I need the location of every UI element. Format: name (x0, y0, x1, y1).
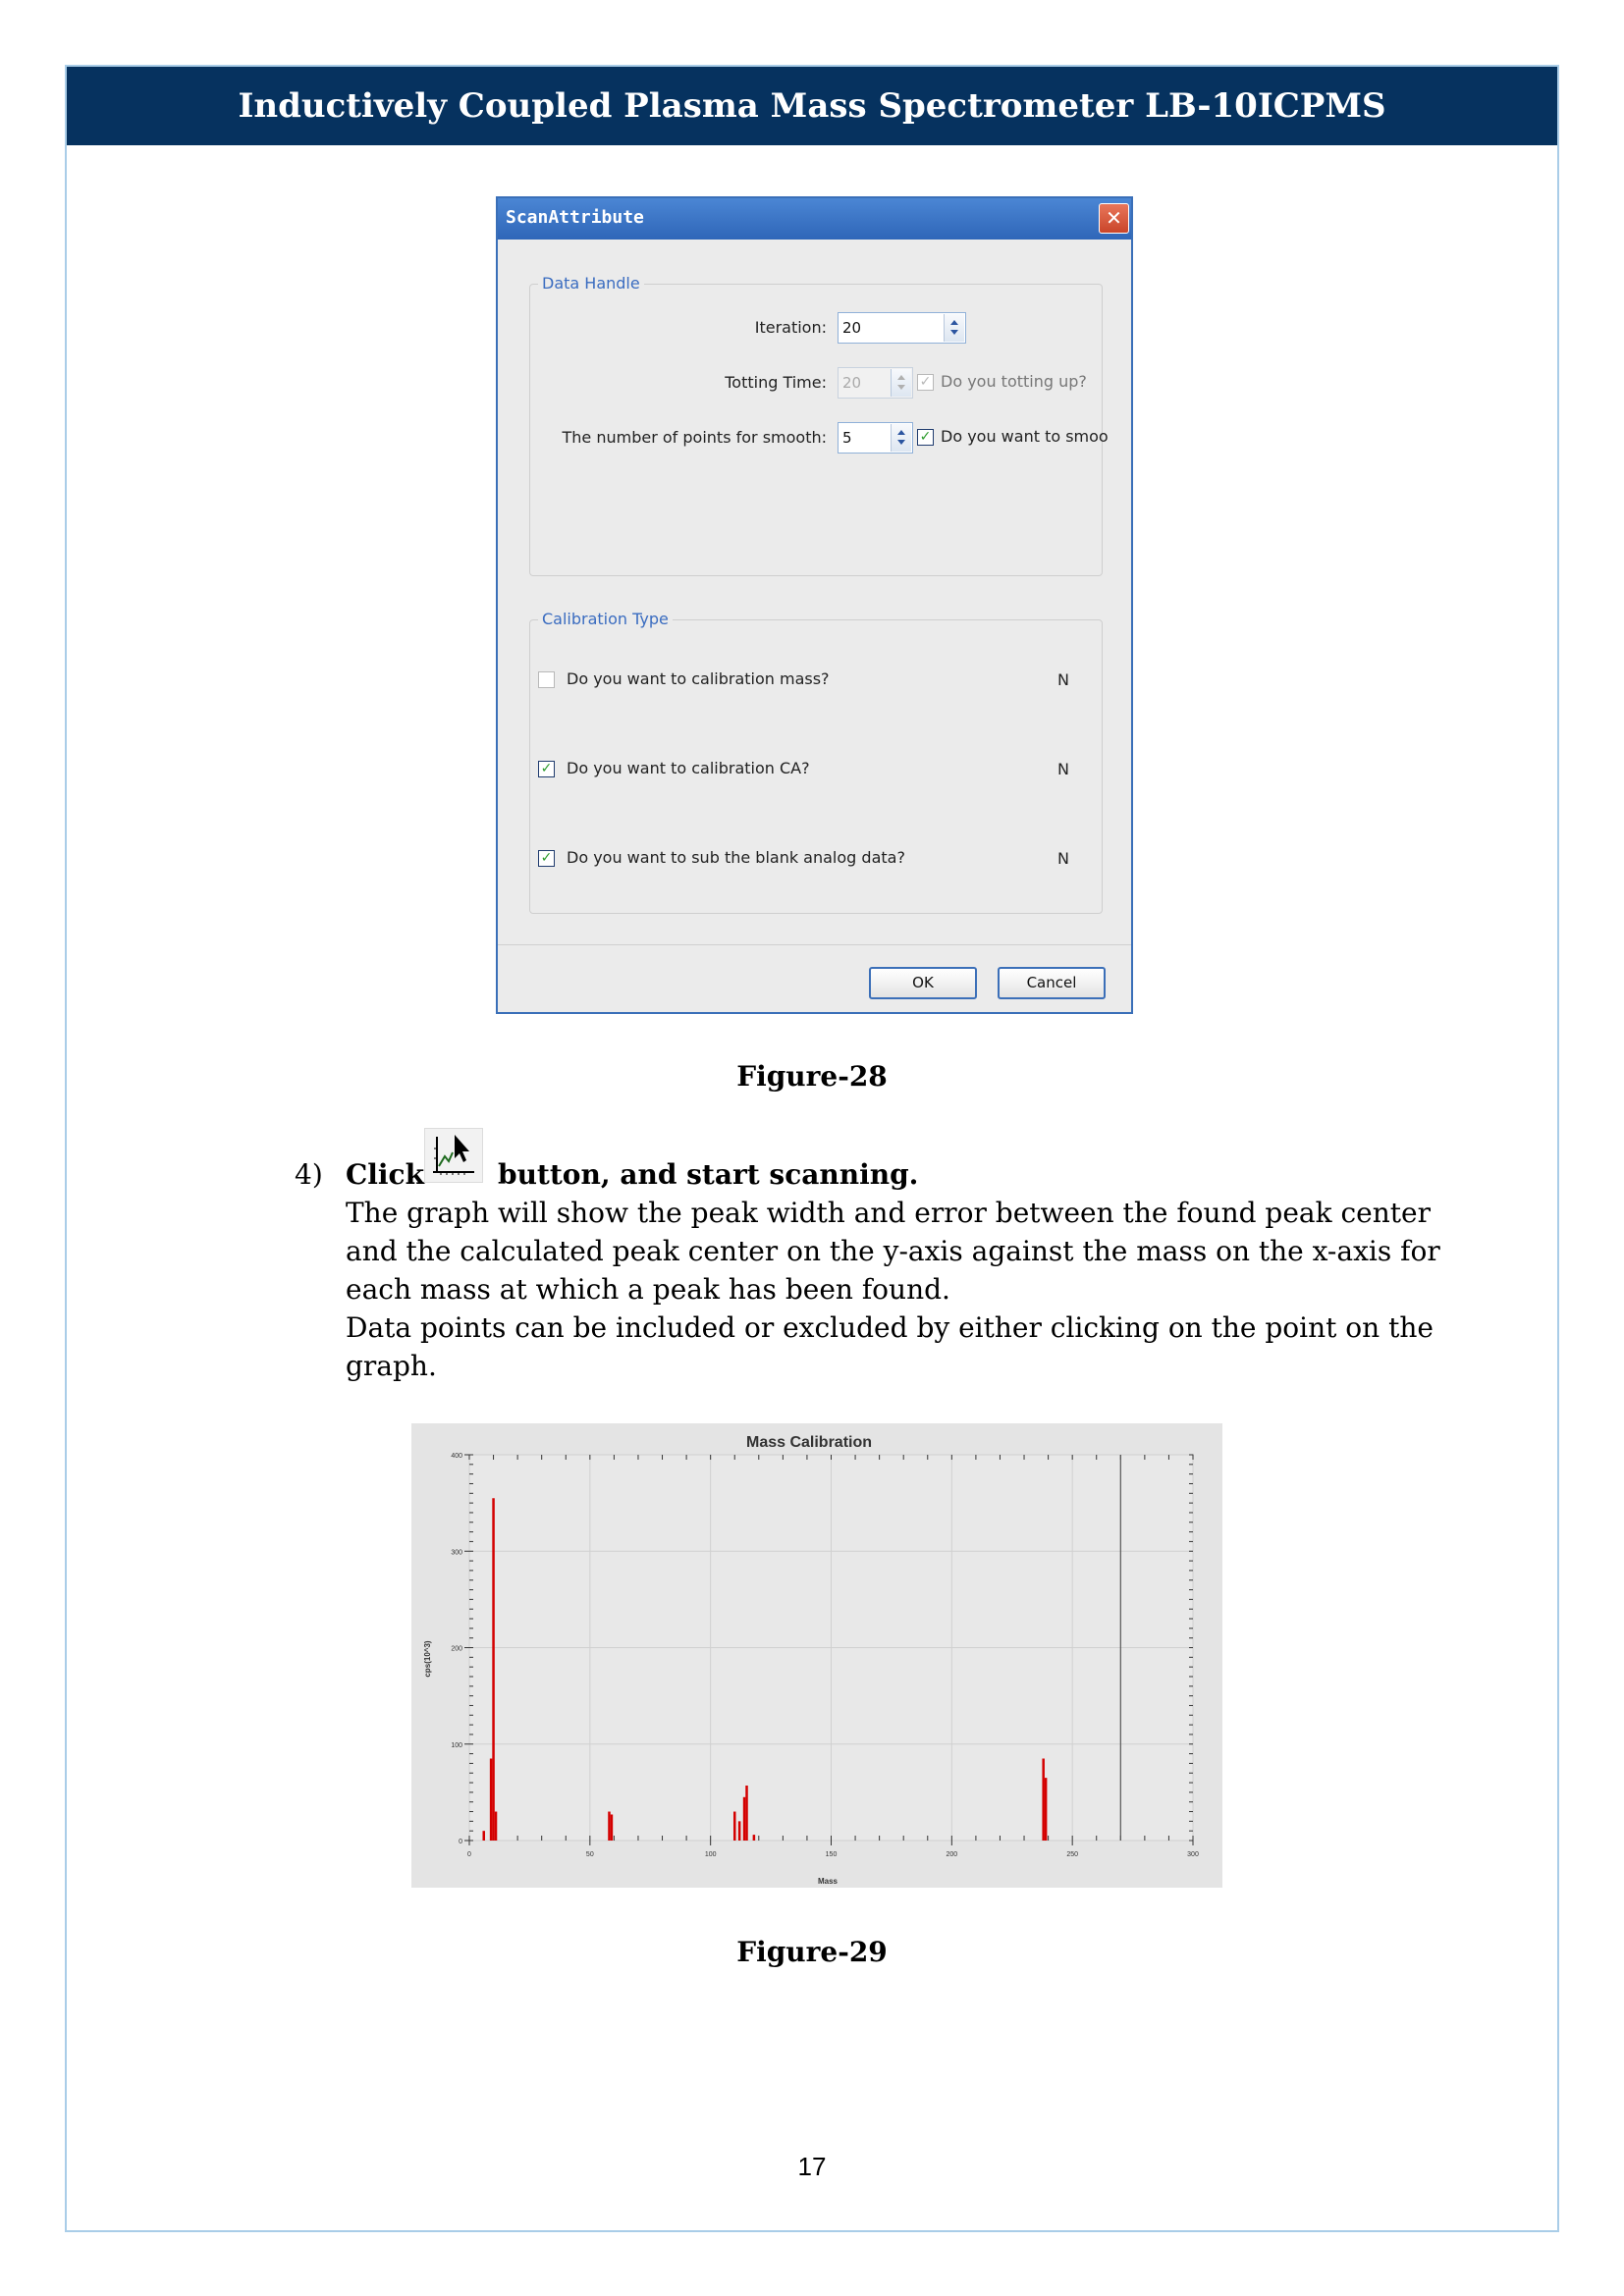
x-tick-label: 150 (825, 1851, 838, 1858)
smooth-checkbox[interactable]: ✓ (917, 429, 934, 446)
sub-blank-value: N (1057, 849, 1069, 868)
step-click-word: Click (346, 1158, 425, 1191)
step-paragraph-2: Data points can be included or excluded by either clicking on the point on the graph. (346, 1311, 1434, 1382)
spinner-arrows-icon[interactable] (891, 369, 911, 397)
spinner-arrows-icon[interactable] (891, 424, 911, 452)
calibration-mass-value: N (1057, 670, 1069, 689)
calibration-mass-checkbox[interactable] (538, 671, 555, 688)
step-number: 4) (295, 1158, 323, 1191)
y-tick-label: 100 (451, 1741, 462, 1749)
calibration-ca-value: N (1057, 760, 1069, 778)
page-number: 17 (797, 2152, 827, 2181)
smooth-points-spinner[interactable] (838, 422, 913, 454)
x-tick-label: 0 (467, 1851, 471, 1858)
smooth-check-label: Do you want to smoo (941, 427, 1109, 446)
chart-svg (411, 1423, 1222, 1888)
chart-y-axis-label: cps(10^3) (423, 1640, 432, 1678)
totting-up-checkbox[interactable]: ✓ (917, 374, 934, 391)
totting-time-label: Totting Time: (725, 373, 827, 392)
calibration-ca-checkbox[interactable]: ✓ (538, 761, 555, 777)
x-tick-label: 250 (1066, 1851, 1079, 1858)
x-tick-label: 300 (1187, 1851, 1199, 1858)
calibration-ca-label: Do you want to calibration CA? (567, 759, 810, 777)
sub-blank-label: Do you want to sub the blank analog data? (567, 848, 905, 867)
step-paragraph-1: The graph will show the peak width and error between the found peak center and the calculated peak center on the y-axis against the mass on the x-axis for each mass at which a peak has been found. (346, 1197, 1440, 1306)
iteration-spinner[interactable] (838, 312, 966, 344)
x-tick-label: 50 (585, 1851, 594, 1858)
figure-28-caption: Figure-28 (736, 1060, 888, 1093)
sub-blank-checkbox[interactable]: ✓ (538, 850, 555, 867)
step-instruction: button, and start scanning. (498, 1158, 919, 1191)
iteration-value: 20 (842, 319, 862, 337)
chart-title: Mass Calibration (745, 1434, 873, 1451)
scan-attribute-dialog (496, 196, 1133, 1014)
button-separator (498, 944, 1131, 945)
smooth-points-value: 5 (842, 429, 852, 447)
x-tick-label: 100 (704, 1851, 717, 1858)
cancel-button[interactable]: Cancel (998, 967, 1106, 999)
spinner-arrows-icon[interactable] (944, 314, 964, 342)
header-title: Inductively Coupled Plasma Mass Spectrometer LB-10ICPMS (238, 86, 1386, 126)
y-tick-label: 0 (459, 1839, 462, 1845)
scan-start-icon[interactable] (424, 1128, 483, 1183)
figure-29-caption: Figure-29 (736, 1936, 888, 1968)
y-tick-label: 300 (451, 1549, 462, 1557)
x-tick-label: 200 (946, 1851, 958, 1858)
close-icon[interactable]: ✕ (1099, 203, 1129, 234)
totting-time-value: 20 (842, 374, 862, 392)
chart-x-axis-label: Mass (817, 1877, 839, 1886)
totting-up-label: Do you totting up? (941, 372, 1087, 391)
ok-button[interactable]: OK (869, 967, 977, 999)
document-header (67, 67, 1557, 145)
y-tick-label: 400 (451, 1453, 462, 1460)
calibration-mass-label: Do you want to calibration mass? (567, 669, 830, 688)
data-handle-legend: Data Handle (538, 274, 644, 293)
calibration-type-legend: Calibration Type (538, 610, 673, 628)
y-tick-label: 200 (451, 1645, 462, 1653)
chart-grid (469, 1455, 1193, 1841)
totting-time-spinner[interactable] (838, 367, 913, 399)
smooth-points-label: The number of points for smooth: (562, 428, 827, 447)
dialog-title: ScanAttribute (506, 207, 644, 228)
mass-calibration-chart (411, 1423, 1222, 1888)
dialog-titlebar (498, 198, 1131, 240)
iteration-label: Iteration: (754, 318, 827, 337)
